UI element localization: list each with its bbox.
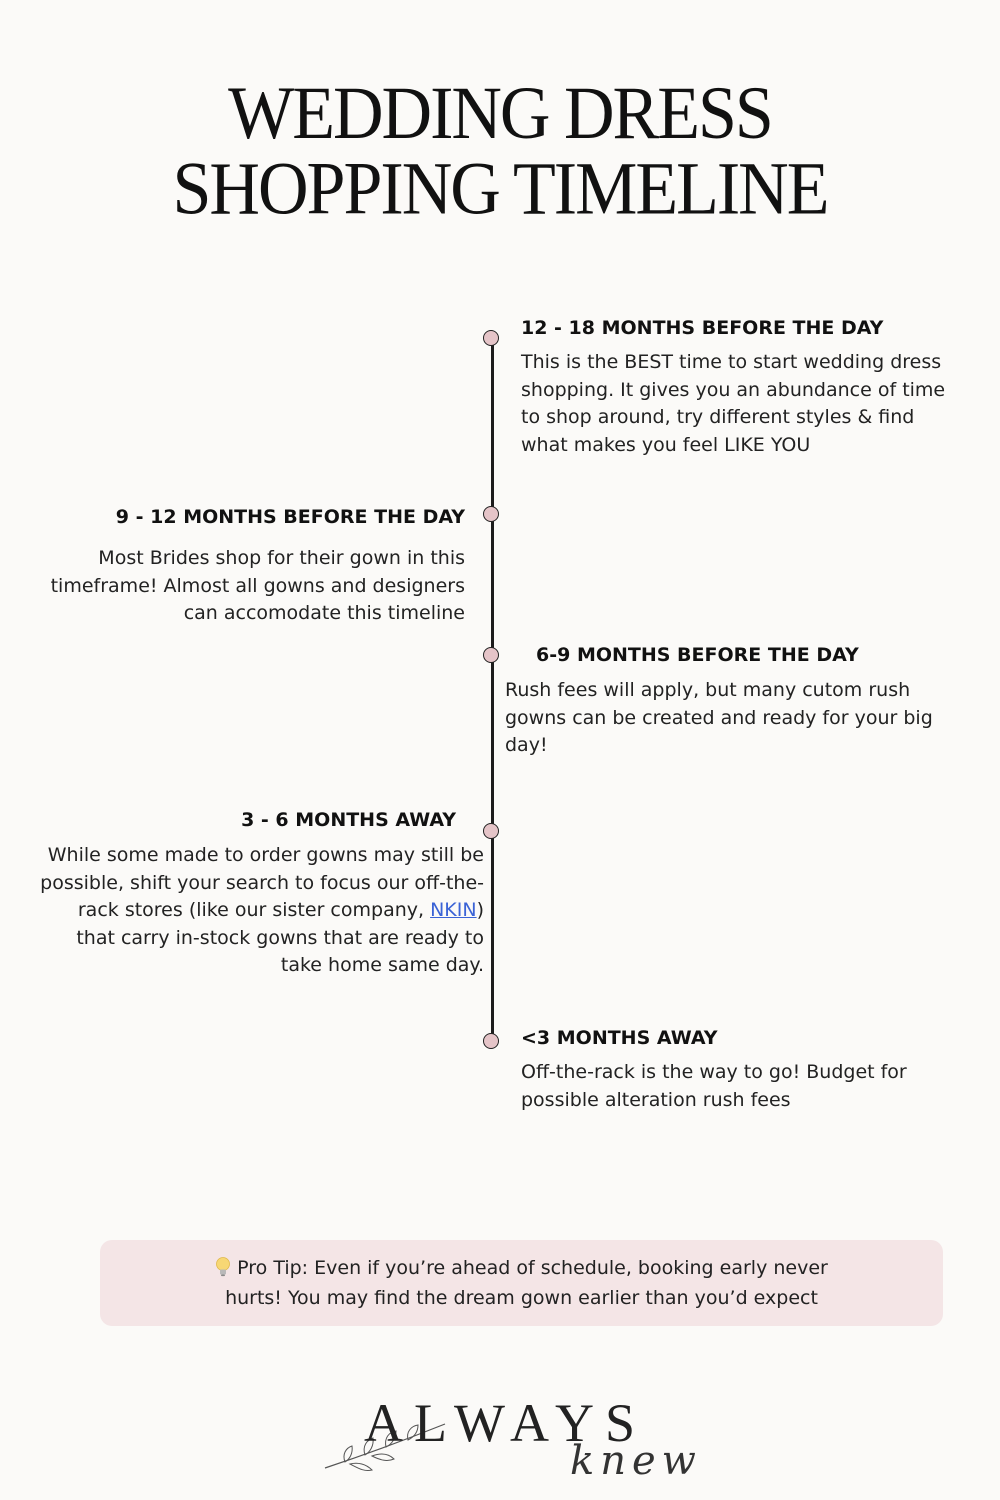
timeline-entry-6-9-months — [505, 643, 955, 760]
nkin-link[interactable]: NKIN — [430, 899, 477, 921]
logo-word-always: ALWAYS — [364, 1393, 647, 1453]
lightbulb-icon — [215, 1257, 231, 1277]
timeline-node-1 — [483, 330, 499, 346]
entry-body: This is the BEST time to start wedding dress shopping. It gives you an abundance of time to shop around, try different styles & find what makes you feel LIKE YOU — [521, 351, 946, 456]
pro-tip-line-1 — [100, 1253, 943, 1283]
entry-body: Off-the-rack is the way to go! Budget for possible alteration rush fees — [521, 1061, 907, 1111]
logo-word-knew: knew — [570, 1438, 702, 1484]
entry-heading: 3 - 6 MONTHS AWAY — [241, 809, 456, 831]
entry-body: Rush fees will apply, but many cutom rush gowns can be created and ready for your big day! — [505, 679, 933, 756]
timeline-entry-9-12-months — [30, 505, 465, 628]
pro-tip-text-1: Pro Tip: Even if you’re ahead of schedule, booking early never — [237, 1257, 828, 1279]
entry-body: Most Brides shop for their gown in this timeframe! Almost all gowns and designers can accomodate this timeline — [50, 547, 465, 624]
entry-heading: 12 - 18 MONTHS BEFORE THE DAY — [521, 317, 884, 339]
timeline-node-2 — [483, 506, 499, 522]
timeline-node-5 — [483, 1033, 499, 1049]
entry-heading: 6-9 MONTHS BEFORE THE DAY — [536, 644, 859, 666]
entry-heading: 9 - 12 MONTHS BEFORE THE DAY — [115, 506, 465, 528]
pro-tip-box — [100, 1240, 943, 1326]
entry-body-text: ) that carry in-stock gowns that are ready to take home same day. — [76, 899, 484, 976]
title-line-2: SHOPPING TIMELINE — [172, 147, 828, 231]
always-knew-logo — [320, 1388, 740, 1488]
timeline-entry-under-3-months — [521, 1026, 961, 1114]
entry-heading: <3 MONTHS AWAY — [521, 1027, 718, 1049]
pro-tip-line-2: hurts! You may find the dream gown earlier than you’d expect — [225, 1287, 818, 1309]
title-line-1: WEDDING DRESS — [228, 72, 772, 156]
timeline-entry-3-6-months — [40, 808, 484, 980]
entry-body-text: While some made to order gowns may still be possible, shift your search to focus our off-the-rack stores (like our sister company, — [40, 844, 484, 921]
timeline-entry-12-18-months — [521, 316, 961, 459]
timeline-node-3 — [483, 647, 499, 663]
entry-body — [40, 842, 484, 980]
timeline-line — [491, 338, 494, 1042]
timeline-node-4 — [483, 823, 499, 839]
page-title — [0, 72, 1000, 231]
